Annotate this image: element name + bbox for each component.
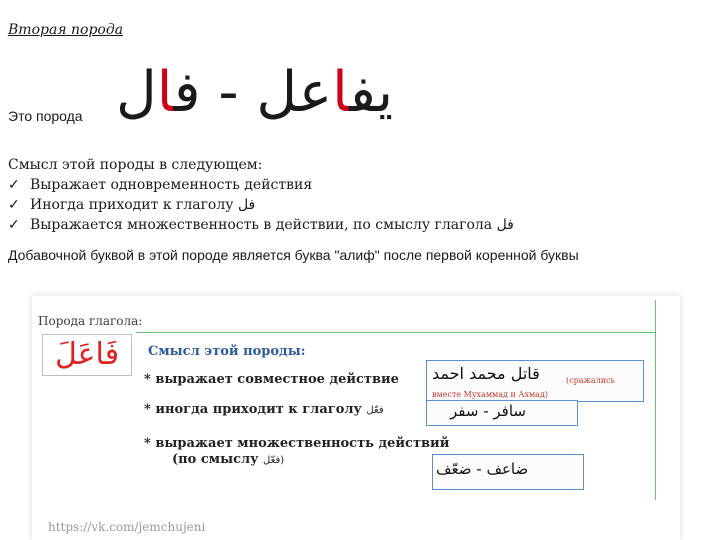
card-divider — [136, 332, 656, 333]
card-item: (по смыслу فعّل) — [172, 452, 285, 467]
list-item — [8, 175, 514, 195]
example-note: (сражались — [566, 376, 615, 385]
meaning-item-text: Иногда приходит к глаголу فل — [30, 197, 256, 213]
card-arabic-form: فَاعَلَ — [42, 334, 132, 376]
example-text: قاتل محمد احمد — [432, 364, 540, 383]
card-divider-vertical — [655, 300, 656, 500]
card-inline-arabic: فعّل) — [263, 455, 285, 466]
meaning-section — [8, 155, 514, 235]
checkmark-icon: ✓ — [8, 197, 20, 213]
card-label: Порода глагола: — [38, 314, 143, 328]
list-item — [8, 195, 514, 215]
example-text: سافر - سفر — [450, 402, 526, 420]
form-label: Это порода — [8, 108, 83, 124]
source-url: https://vk.com/jemchujeni — [48, 520, 206, 534]
additional-letter-note: Добавочной буквой в этой породе является буква "алиф" после первой коренной буквы — [8, 247, 579, 263]
meaning-item-text: Выражает одновременность действия — [30, 177, 313, 193]
card-inline-arabic: فعّل — [366, 405, 384, 416]
meaning-item-text: Выражается множественность в действии, по смыслу глагола فل — [30, 217, 514, 233]
page-title: Вторая порода — [8, 22, 124, 38]
checkmark-icon: ✓ — [8, 177, 20, 193]
list-item — [8, 215, 514, 235]
meaning-intro: Смысл этой породы в следующем: — [8, 157, 263, 173]
card-heading: Смысл этой породы: — [148, 344, 306, 359]
checkmark-icon: ✓ — [8, 217, 20, 233]
card-item: * иногда приходит к глаголу فعّل — [144, 402, 384, 417]
example-note: вместе Мухаммад и Ахмад) — [432, 390, 548, 399]
card-item: * выражает множественность действий — [144, 436, 450, 451]
example-text: ضاعف - ضعّف — [436, 460, 529, 478]
arabic-form-heading: يفاعل - فال — [116, 60, 394, 125]
card-item: * выражает совместное действие — [144, 372, 399, 387]
